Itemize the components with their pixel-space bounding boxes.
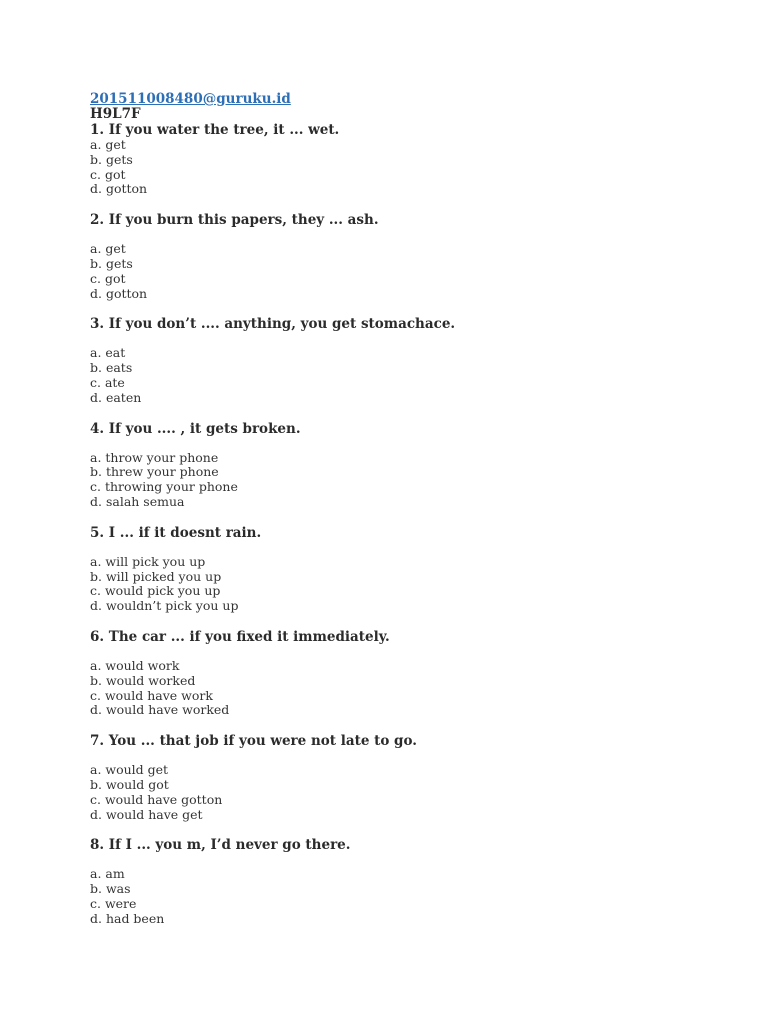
question-3 bbox=[90, 316, 730, 405]
option-c: c. were bbox=[90, 895, 137, 911]
question-8 bbox=[90, 837, 730, 926]
option-d: d. salah semua bbox=[90, 493, 185, 509]
question-7 bbox=[90, 733, 730, 822]
option-c: c. throwing your phone bbox=[90, 479, 238, 495]
option-a: a. would work bbox=[90, 657, 180, 673]
answer-options bbox=[90, 659, 730, 718]
option-a: a. would get bbox=[90, 762, 169, 778]
answer-options bbox=[90, 242, 730, 301]
option-c: c. got bbox=[90, 166, 126, 182]
option-b: b. would worked bbox=[90, 672, 196, 688]
question-text: 7. You ... that job if you were not late to go. bbox=[90, 733, 417, 750]
answer-options bbox=[90, 451, 730, 510]
document-page bbox=[90, 91, 730, 927]
option-d: d. had been bbox=[90, 910, 165, 926]
option-b: b. gets bbox=[90, 151, 133, 167]
option-b: b. gets bbox=[90, 255, 133, 271]
question-text: 3. If you don’t .... anything, you get stomachace. bbox=[90, 316, 456, 333]
question-text: 4. If you .... , it gets broken. bbox=[90, 420, 301, 437]
answer-options bbox=[90, 555, 730, 614]
option-d: d. would have get bbox=[90, 806, 203, 822]
option-b: b. threw your phone bbox=[90, 464, 219, 480]
option-d: d. would have worked bbox=[90, 702, 230, 718]
option-a: a. am bbox=[90, 866, 125, 882]
question-text: 6. The car ... if you fixed it immediately. bbox=[90, 628, 390, 645]
answer-options bbox=[90, 138, 730, 197]
question-text: 8. If I ... you m, I’d never go there. bbox=[90, 837, 351, 854]
question-4 bbox=[90, 421, 730, 510]
option-c: c. would pick you up bbox=[90, 583, 221, 599]
answer-options bbox=[90, 346, 730, 405]
option-d: d. wouldn’t pick you up bbox=[90, 598, 239, 614]
option-a: a. get bbox=[90, 137, 126, 152]
option-c: c. got bbox=[90, 270, 126, 286]
document-code: H9L7F bbox=[90, 106, 141, 122]
question-list bbox=[90, 122, 730, 927]
option-a: a. will pick you up bbox=[90, 553, 206, 569]
option-a: a. get bbox=[90, 241, 126, 257]
answer-options bbox=[90, 867, 730, 926]
option-b: b. would got bbox=[90, 776, 169, 792]
question-text: 2. If you burn this papers, they ... ash. bbox=[90, 212, 379, 229]
question-text: 1. If you water the tree, it ... wet. bbox=[90, 122, 340, 138]
option-c: c. would have gotton bbox=[90, 791, 223, 807]
option-b: b. eats bbox=[90, 360, 133, 376]
answer-options bbox=[90, 763, 730, 822]
option-d: d. eaten bbox=[90, 389, 142, 405]
option-a: a. throw your phone bbox=[90, 449, 219, 465]
email-link[interactable]: 201511008480@guruku.id bbox=[90, 91, 291, 107]
question-text: 5. I ... if it doesnt rain. bbox=[90, 524, 262, 541]
option-b: b. was bbox=[90, 881, 131, 897]
question-1 bbox=[90, 122, 730, 197]
option-d: d. gotton bbox=[90, 285, 148, 301]
option-a: a. eat bbox=[90, 345, 126, 361]
question-6 bbox=[90, 629, 730, 718]
question-5 bbox=[90, 525, 730, 614]
option-b: b. will picked you up bbox=[90, 568, 222, 584]
option-c: c. ate bbox=[90, 374, 125, 390]
option-d: d. gotton bbox=[90, 181, 148, 197]
option-c: c. would have work bbox=[90, 687, 213, 703]
question-2 bbox=[90, 212, 730, 301]
